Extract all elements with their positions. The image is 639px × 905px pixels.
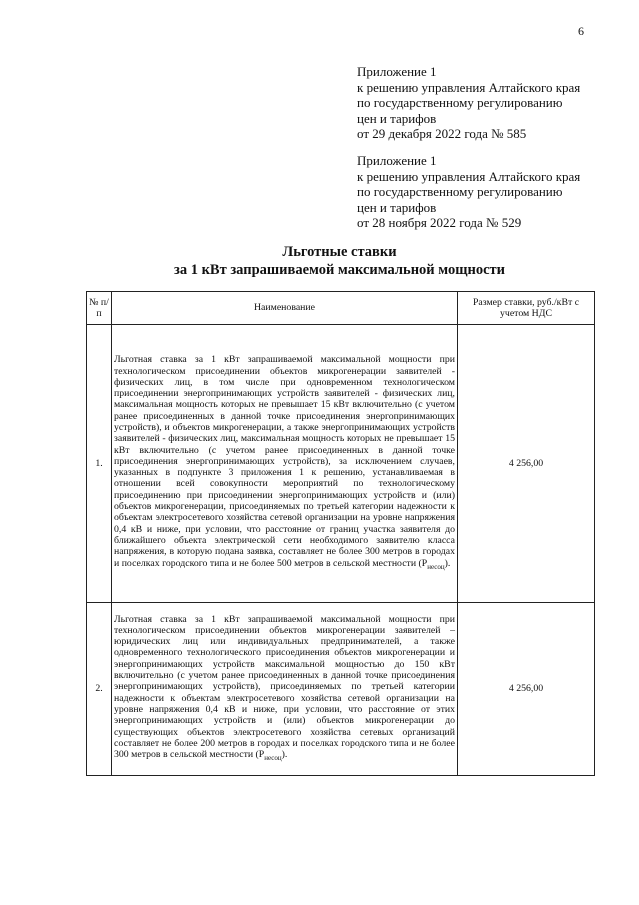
- page-number: 6: [578, 24, 584, 38]
- row-rate: 4 256,00: [458, 325, 595, 603]
- title-line-1: Льготные ставки: [282, 244, 397, 260]
- appendix-line: цен и тарифов: [357, 199, 437, 215]
- row-subscript: несоц: [264, 754, 282, 763]
- appendix-line: Приложение 1: [357, 64, 437, 79]
- table-row: [87, 603, 595, 776]
- document-title: [0, 243, 639, 279]
- row-number: 1.: [87, 325, 112, 603]
- header-number: № п/п: [87, 292, 112, 325]
- row-text: Льготная ставка за 1 кВт запрашиваемой максимальной мощности при технологическом присоединении объектов микрогенерации заявителей - физических лиц, в том числе при одновременном технологическом присоединении энергопринимающих устройств заявителей - физических лиц, максимальная мощность которых не превышает 15 кВт включительно (с учетом ранее присоединенных в данной точке присоединения энергопринимающих устройств), и объектов микрогенерации, а также энергопринимающих устройств заявителей - физических лиц, максимальная мощность которых не превышает 15 кВт включительно (с учетом ранее присоединенных в данной точке присоединения энергопринимающих устройств), за исключением случаев, указанных в подпункте 3 приложения 1 к решению, устанавливаемая в отношении всей совокупности мероприятий по технологическому присоединению при присоединении энергопринимающих устройств и (или) объектов микрогенерации, присоединяемых по третьей категории надежности к объектам электросетевого хозяйства сетевой организации на уровне напряжения 0,4 кВ и ниже, при условии, что расстояние от границ участка заявителя до ближайшего объекта электрической сети необходимого заявителю класса напряжения, в которую подана заявка, составляет не более 300 метров в городах и поселках городского типа и не более 500 метров в сельской местности (P: [114, 354, 455, 569]
- row-text: Льготная ставка за 1 кВт запрашиваемой максимальной мощности при технологическом присоединении объектов микрогенерации заявителей – юридических лиц или индивидуальных предпринимателей, а также одновременного технологического присоединения объектов микрогенерации и энергопринимающих устройств максимальной мощностью до 150 кВт включительно (с учетом ранее присоединенных в данной точке присоединения энергопринимающих устройств), присоединяемых по третьей категории надежности к объектам электросетевого хозяйства сетевой организации на уровне напряжения 0,4 кВ и ниже, при условии, что расстояние от этих энергопринимающих устройств и (или) объектов микрогенерации до существующих объектов электросетевого хозяйства сетевых организаций составляет не более 200 метров в городах и поселках городского типа и не более 300 метров в сельской местности (P: [114, 613, 455, 761]
- appendix-line: к решению управления Алтайского края: [357, 168, 581, 184]
- row-description: [112, 603, 458, 776]
- table-row: [87, 325, 595, 603]
- row-description: [112, 325, 458, 603]
- appendix-line: Приложение 1: [357, 153, 437, 168]
- row-text-tail: ).: [281, 749, 288, 761]
- header-name: Наименование: [112, 292, 458, 325]
- appendix-line: по государственному регулированию: [357, 95, 563, 110]
- table-header-row: [87, 292, 595, 325]
- rates-table: [86, 291, 595, 776]
- appendix-line: к решению управления Алтайского края: [357, 79, 581, 95]
- title-line-2: за 1 кВт запрашиваемой максимальной мощности: [174, 262, 505, 278]
- appendix-line: от 29 декабря 2022 года № 585: [357, 126, 527, 141]
- row-text-tail: ).: [444, 557, 451, 569]
- appendix-line: цен и тарифов: [357, 110, 437, 126]
- row-number: 2.: [87, 603, 112, 776]
- row-rate: 4 256,00: [458, 603, 595, 776]
- appendix-block-previous: [357, 153, 627, 231]
- row-subscript: несоц: [427, 562, 445, 571]
- appendix-line: от 28 ноября 2022 года № 529: [357, 215, 522, 230]
- appendix-line: по государственному регулированию: [357, 184, 563, 199]
- appendix-block-current: [357, 64, 627, 142]
- header-rate: Размер ставки, руб./кВт с учетом НДС: [458, 292, 595, 325]
